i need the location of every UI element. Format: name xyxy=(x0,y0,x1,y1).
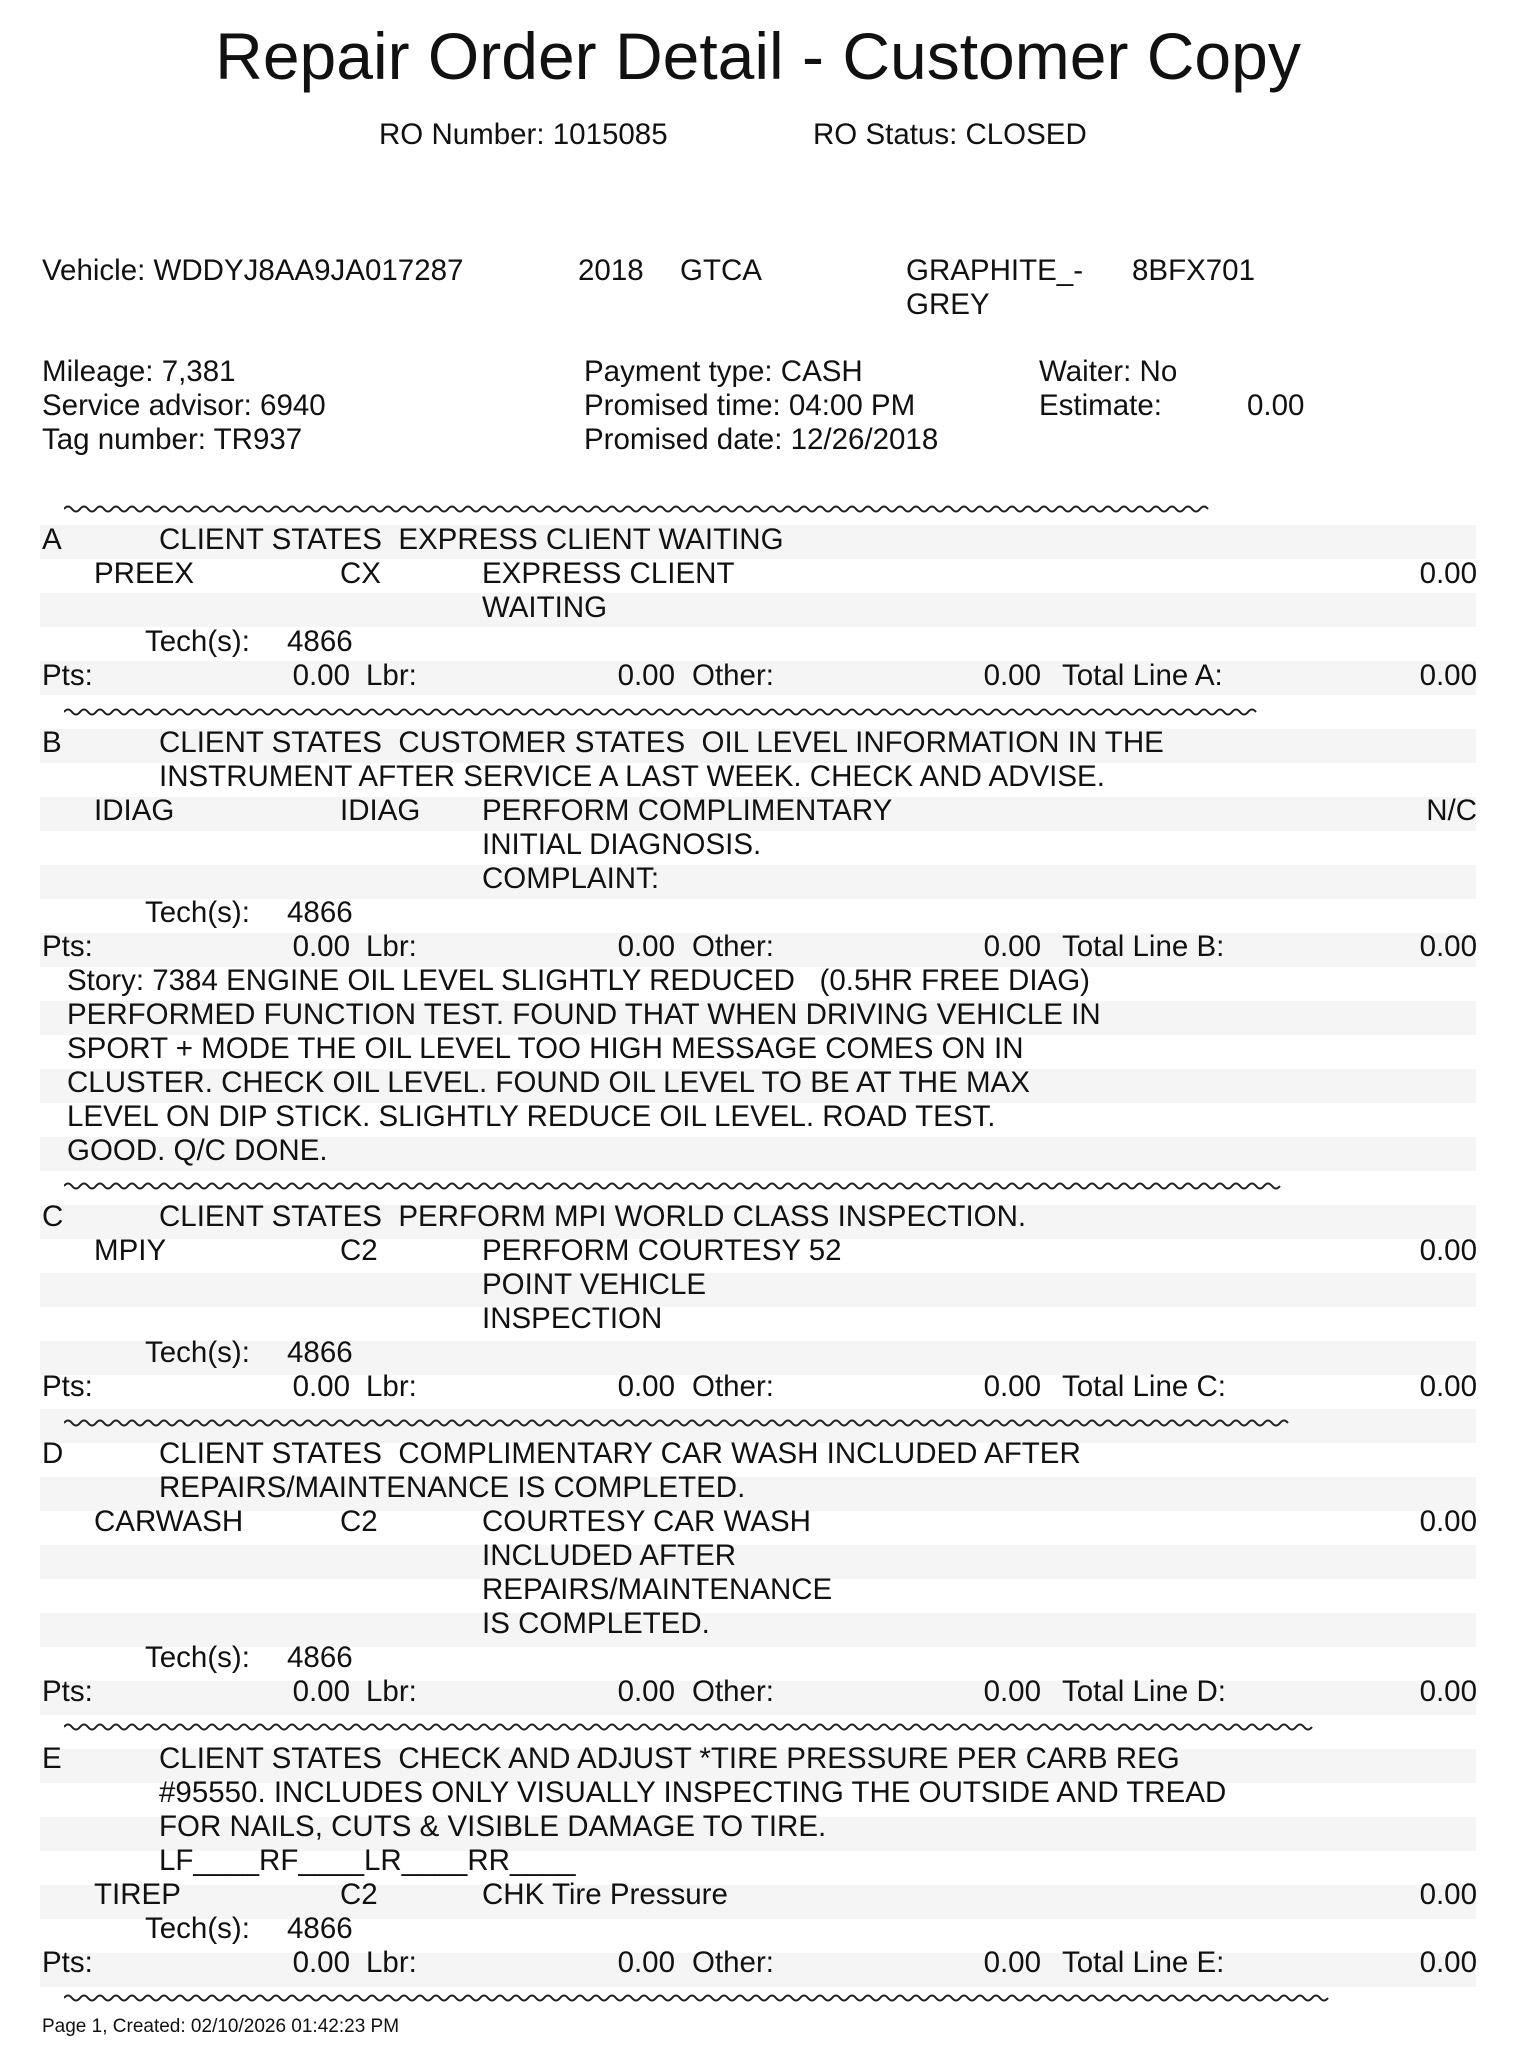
line-d-client-states: REPAIRS/MAINTENANCE IS COMPLETED. xyxy=(159,1471,746,1504)
tilde-separator xyxy=(64,707,1400,717)
line-c-desc: PERFORM COURTESY 52 xyxy=(482,1234,842,1267)
row-band xyxy=(40,1613,1476,1647)
line-e-op-type: C2 xyxy=(340,1878,378,1911)
lbr-label: Lbr: xyxy=(366,1946,417,1979)
line-e-total-label: Total Line E: xyxy=(1062,1946,1225,1979)
techs-label: Tech(s): xyxy=(145,1912,250,1945)
line-e-lbr: 0.00 xyxy=(617,1946,675,1979)
page-title: Repair Order Detail - Customer Copy xyxy=(215,19,1301,93)
pts-label: Pts: xyxy=(42,930,93,963)
line-d-pts: 0.00 xyxy=(292,1675,350,1708)
line-e-client-states: CLIENT STATES CHECK AND ADJUST *TIRE PRESSURE PER CARB REG xyxy=(159,1742,1180,1775)
line-c-desc: INSPECTION xyxy=(482,1302,663,1335)
line-d-other: 0.00 xyxy=(983,1675,1041,1708)
line-a-op-type: CX xyxy=(340,557,381,590)
line-e-client-states: FOR NAILS, CUTS & VISIBLE DAMAGE TO TIRE. xyxy=(159,1810,827,1843)
tilde-separator xyxy=(64,1993,1400,2003)
line-c-total-label: Total Line C: xyxy=(1062,1370,1226,1403)
tilde-separator xyxy=(64,504,1400,514)
line-b-story: PERFORMED FUNCTION TEST. FOUND THAT WHEN DRIVING VEHICLE IN xyxy=(67,998,1101,1031)
line-d-desc: COURTESY CAR WASH xyxy=(482,1505,811,1538)
line-a-total-label: Total Line A: xyxy=(1062,659,1223,692)
line-e-pts: 0.00 xyxy=(292,1946,350,1979)
line-e-client-states: LF____RF____LR____RR____ xyxy=(159,1844,576,1877)
vehicle-plate: 8BFX701 xyxy=(1132,254,1255,287)
waiter: Waiter: No xyxy=(1039,355,1178,388)
line-c-amount: 0.00 xyxy=(1419,1234,1477,1267)
line-e-desc: CHK Tire Pressure xyxy=(482,1878,728,1911)
line-d-amount: 0.00 xyxy=(1419,1505,1477,1538)
vehicle-color: GRAPHITE_- xyxy=(906,254,1084,287)
line-e-client-states: #95550. INCLUDES ONLY VISUALLY INSPECTING THE OUTSIDE AND TREAD xyxy=(159,1776,1227,1809)
line-a-other: 0.00 xyxy=(983,659,1041,692)
line-d-op-type: C2 xyxy=(340,1505,378,1538)
other-label: Other: xyxy=(692,1946,774,1979)
lbr-label: Lbr: xyxy=(366,659,417,692)
row-band xyxy=(40,865,1476,899)
line-e-letter: E xyxy=(42,1742,62,1775)
line-b-story: Story: 7384 ENGINE OIL LEVEL SLIGHTLY REDUCED (0.5HR FREE DIAG) xyxy=(67,964,1090,997)
line-b-story: SPORT + MODE THE OIL LEVEL TOO HIGH MESSAGE COMES ON IN xyxy=(67,1032,1024,1065)
line-a-desc: WAITING xyxy=(482,591,608,624)
line-d-letter: D xyxy=(42,1437,64,1470)
line-d-desc: REPAIRS/MAINTENANCE xyxy=(482,1573,833,1606)
tilde-separator xyxy=(64,1418,1400,1428)
line-b-op-type: IDIAG xyxy=(340,794,421,827)
other-label: Other: xyxy=(692,1675,774,1708)
line-c-total: 0.00 xyxy=(1419,1370,1477,1403)
line-a-op-code: PREEX xyxy=(94,557,195,590)
line-b-pts: 0.00 xyxy=(292,930,350,963)
line-b-story: LEVEL ON DIP STICK. SLIGHTLY REDUCE OIL LEVEL. ROAD TEST. xyxy=(67,1100,996,1133)
ro-number: RO Number: 1015085 xyxy=(379,118,668,151)
other-label: Other: xyxy=(692,930,774,963)
vehicle-color-cont: GREY xyxy=(906,288,990,321)
line-d-desc: IS COMPLETED. xyxy=(482,1607,710,1640)
lbr-label: Lbr: xyxy=(366,930,417,963)
line-b-desc: COMPLAINT: xyxy=(482,862,660,895)
lbr-label: Lbr: xyxy=(366,1675,417,1708)
vehicle-vin: Vehicle: WDDYJ8AA9JA017287 xyxy=(42,254,464,287)
line-c-tech: 4866 xyxy=(287,1336,353,1369)
line-c-op-type: C2 xyxy=(340,1234,378,1267)
line-a-tech: 4866 xyxy=(287,625,353,658)
line-d-desc: INCLUDED AFTER xyxy=(482,1539,737,1572)
line-a-pts: 0.00 xyxy=(292,659,350,692)
mileage: Mileage: 7,381 xyxy=(42,355,236,388)
line-e-amount: 0.00 xyxy=(1419,1878,1477,1911)
tilde-separator xyxy=(64,1722,1400,1732)
line-a-letter: A xyxy=(42,523,62,556)
line-b-tech: 4866 xyxy=(287,896,353,929)
line-d-total-label: Total Line D: xyxy=(1062,1675,1226,1708)
estimate-value: 0.00 xyxy=(1247,389,1305,422)
pts-label: Pts: xyxy=(42,1675,93,1708)
other-label: Other: xyxy=(692,1370,774,1403)
vehicle-year: 2018 xyxy=(578,254,644,287)
tilde-separator xyxy=(64,1181,1400,1191)
techs-label: Tech(s): xyxy=(145,1641,250,1674)
pts-label: Pts: xyxy=(42,1946,93,1979)
line-b-story: CLUSTER. CHECK OIL LEVEL. FOUND OIL LEVEL TO BE AT THE MAX xyxy=(67,1066,1030,1099)
line-b-op-code: IDIAG xyxy=(94,794,175,827)
line-c-op-code: MPIY xyxy=(94,1234,167,1267)
vehicle-model: GTCA xyxy=(680,254,762,287)
line-d-op-code: CARWASH xyxy=(94,1505,244,1538)
row-band xyxy=(40,1273,1476,1307)
promised-time: Promised time: 04:00 PM xyxy=(584,389,916,422)
line-a-total: 0.00 xyxy=(1419,659,1477,692)
line-b-total: 0.00 xyxy=(1419,930,1477,963)
line-b-desc: INITIAL DIAGNOSIS. xyxy=(482,828,762,861)
line-d-total: 0.00 xyxy=(1419,1675,1477,1708)
line-e-tech: 4866 xyxy=(287,1912,353,1945)
line-c-other: 0.00 xyxy=(983,1370,1041,1403)
line-a-client-states: CLIENT STATES EXPRESS CLIENT WAITING xyxy=(159,523,784,556)
tag-number: Tag number: TR937 xyxy=(42,423,303,456)
line-d-tech: 4866 xyxy=(287,1641,353,1674)
techs-label: Tech(s): xyxy=(145,1336,250,1369)
ro-status: RO Status: CLOSED xyxy=(813,118,1087,151)
line-b-other: 0.00 xyxy=(983,930,1041,963)
pts-label: Pts: xyxy=(42,1370,93,1403)
line-b-amount: N/C xyxy=(1426,794,1477,827)
line-b-story: GOOD. Q/C DONE. xyxy=(67,1134,328,1167)
line-e-op-code: TIREP xyxy=(94,1878,181,1911)
line-c-letter: C xyxy=(42,1200,64,1233)
line-c-lbr: 0.00 xyxy=(617,1370,675,1403)
line-b-letter: B xyxy=(42,726,62,759)
line-c-desc: POINT VEHICLE xyxy=(482,1268,707,1301)
line-d-lbr: 0.00 xyxy=(617,1675,675,1708)
line-e-other: 0.00 xyxy=(983,1946,1041,1979)
line-b-lbr: 0.00 xyxy=(617,930,675,963)
row-band xyxy=(40,593,1476,627)
row-band xyxy=(40,1885,1476,1919)
line-b-client-states: INSTRUMENT AFTER SERVICE A LAST WEEK. CHECK AND ADVISE. xyxy=(159,760,1105,793)
line-e-total: 0.00 xyxy=(1419,1946,1477,1979)
line-a-lbr: 0.00 xyxy=(617,659,675,692)
estimate-label: Estimate: xyxy=(1039,389,1162,422)
lbr-label: Lbr: xyxy=(366,1370,417,1403)
payment-type: Payment type: CASH xyxy=(584,355,863,388)
service-advisor: Service advisor: 6940 xyxy=(42,389,326,422)
pts-label: Pts: xyxy=(42,659,93,692)
line-a-desc: EXPRESS CLIENT xyxy=(482,557,735,590)
page-footer: Page 1, Created: 02/10/2026 01:42:23 PM xyxy=(42,2016,400,2037)
line-d-client-states: CLIENT STATES COMPLIMENTARY CAR WASH INCLUDED AFTER xyxy=(159,1437,1081,1470)
promised-date: Promised date: 12/26/2018 xyxy=(584,423,939,456)
other-label: Other: xyxy=(692,659,774,692)
line-b-client-states: CLIENT STATES CUSTOMER STATES OIL LEVEL INFORMATION IN THE xyxy=(159,726,1164,759)
techs-label: Tech(s): xyxy=(145,896,250,929)
line-a-amount: 0.00 xyxy=(1419,557,1477,590)
line-c-client-states: CLIENT STATES PERFORM MPI WORLD CLASS INSPECTION. xyxy=(159,1200,1027,1233)
techs-label: Tech(s): xyxy=(145,625,250,658)
line-c-pts: 0.00 xyxy=(292,1370,350,1403)
line-b-desc: PERFORM COMPLIMENTARY xyxy=(482,794,893,827)
line-b-total-label: Total Line B: xyxy=(1062,930,1225,963)
